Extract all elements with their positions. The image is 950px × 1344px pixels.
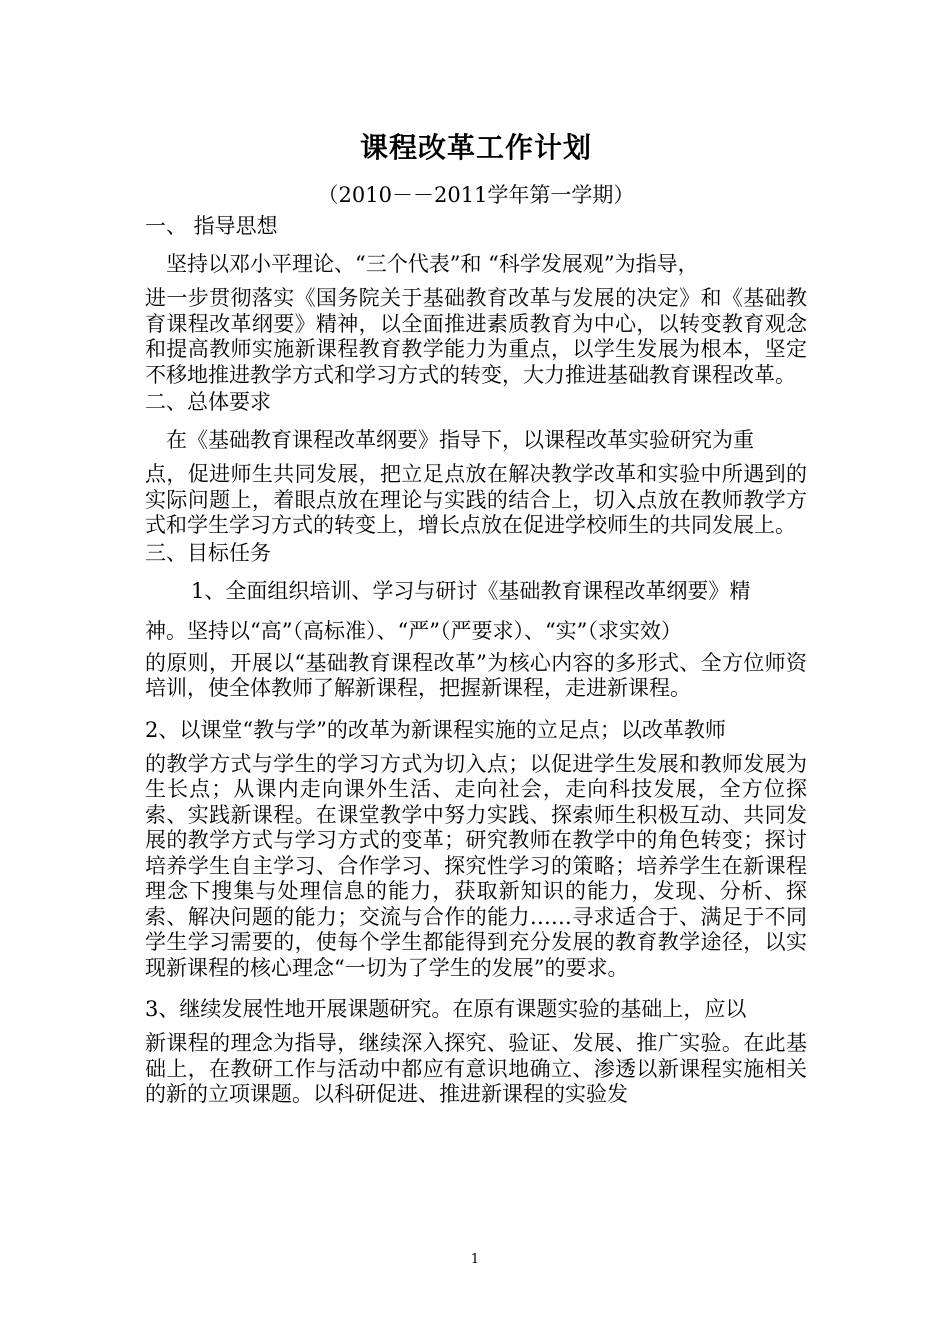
document-body — [145, 128, 807, 1108]
paragraph-first-line: 2、以课堂“教与学”的改革为新课程实施的立足点；以改革教师 — [145, 717, 726, 742]
paragraph-body: 进一步贯彻落实《国务院关于基础教育改革与发展的决定》和《基础教育课程改革纲要》精神，以全面推进素质教育为中心，以转变教育观念和提高教师实施新课程教育教学能力为重点，以学生发展为根本，坚定不移地推进教学方式和学习方式的转变，大力推进基础教育课程改革。 — [145, 286, 807, 387]
paragraph-first-line: 在《基础教育课程改革纲要》指导下，以课程改革实验研究为重 — [166, 428, 754, 452]
section-heading-guiding-ideology: 一、 指导思想 — [145, 214, 278, 238]
paragraph-first-line: 坚持以邓小平理论、“三个代表”和 “科学发展观”为指导， — [166, 252, 699, 276]
paragraph-body: 的原则，开展以“基础教育课程改革”为核心内容的多形式、全方位师资培训，使全体教师了解新课程，把握新课程，走进新课程。 — [145, 650, 807, 700]
paragraph-body: 的教学方式与学生的学习方式为切入点；以促进学生发展和教师发展为生长点；从课内走向课外生活、走向社会，走向科技发展，全方位探索、实践新课程。在课堂教学中努力实践、探索师生积极互动、共同发展的教学方式与学习方式的变革；研究教师在教学中的角色转变；探讨培养学生自主学习、合作学习、探究性学习的策略；培养学生在新课程理念下搜集与处理信息的能力，获取新知识的能力，发现、分析、探索、解决问题的能力；交流与合作的能力……寻求适合于、满足于不同学生学习需要的，使每个学生都能得到充分发展的教育教学途径，以实现新课程的核心理念“一切为了学生的发展”的要求。 — [145, 751, 807, 980]
paragraph-first-line: 1、全面组织培训、学习与研讨《基础教育课程改革纲要》精 — [191, 578, 751, 603]
paragraph-first-line: 3、继续发展性地开展课题研究。在原有课题实验的基础上，应以 — [145, 997, 747, 1021]
paragraph-body: 新课程的理念为指导，继续深入探究、验证、发展、推广实验。在此基础上，在教研工作与活动中都应有意识地确立、渗透以新课程实施相关的新的立项课题。以科研促进、推进新课程的实验发 — [145, 1031, 807, 1106]
document-subtitle: （2010－－2011学年第一学期） — [317, 183, 635, 207]
section-heading-goals-tasks: 三、目标任务 — [145, 540, 271, 565]
paragraph-task-1 — [145, 573, 807, 702]
document-title: 课程改革工作计划 — [359, 131, 592, 164]
paragraph-guiding-ideology — [145, 246, 807, 388]
paragraph-body: 点，促进师生共同发展，把立足点放在解决教学改革和实验中所遇到的实际问题上，着眼点放在理论与实践的结合上，切入点放在教师教学方式和学生学习方式的转变上，增长点放在促进学校师生的共同发展上。 — [145, 462, 807, 537]
paragraph-overall-requirements — [145, 422, 807, 539]
paragraph-task-2 — [145, 712, 807, 982]
section-heading-overall-requirements: 二、总体要求 — [145, 390, 271, 414]
paragraph-task-3 — [145, 991, 807, 1108]
page-number: 1 — [470, 1252, 480, 1267]
paragraph-second-line: 神。坚持以“高”（高标准）、“严”（严要求）、“实”（求实效） — [145, 618, 682, 643]
